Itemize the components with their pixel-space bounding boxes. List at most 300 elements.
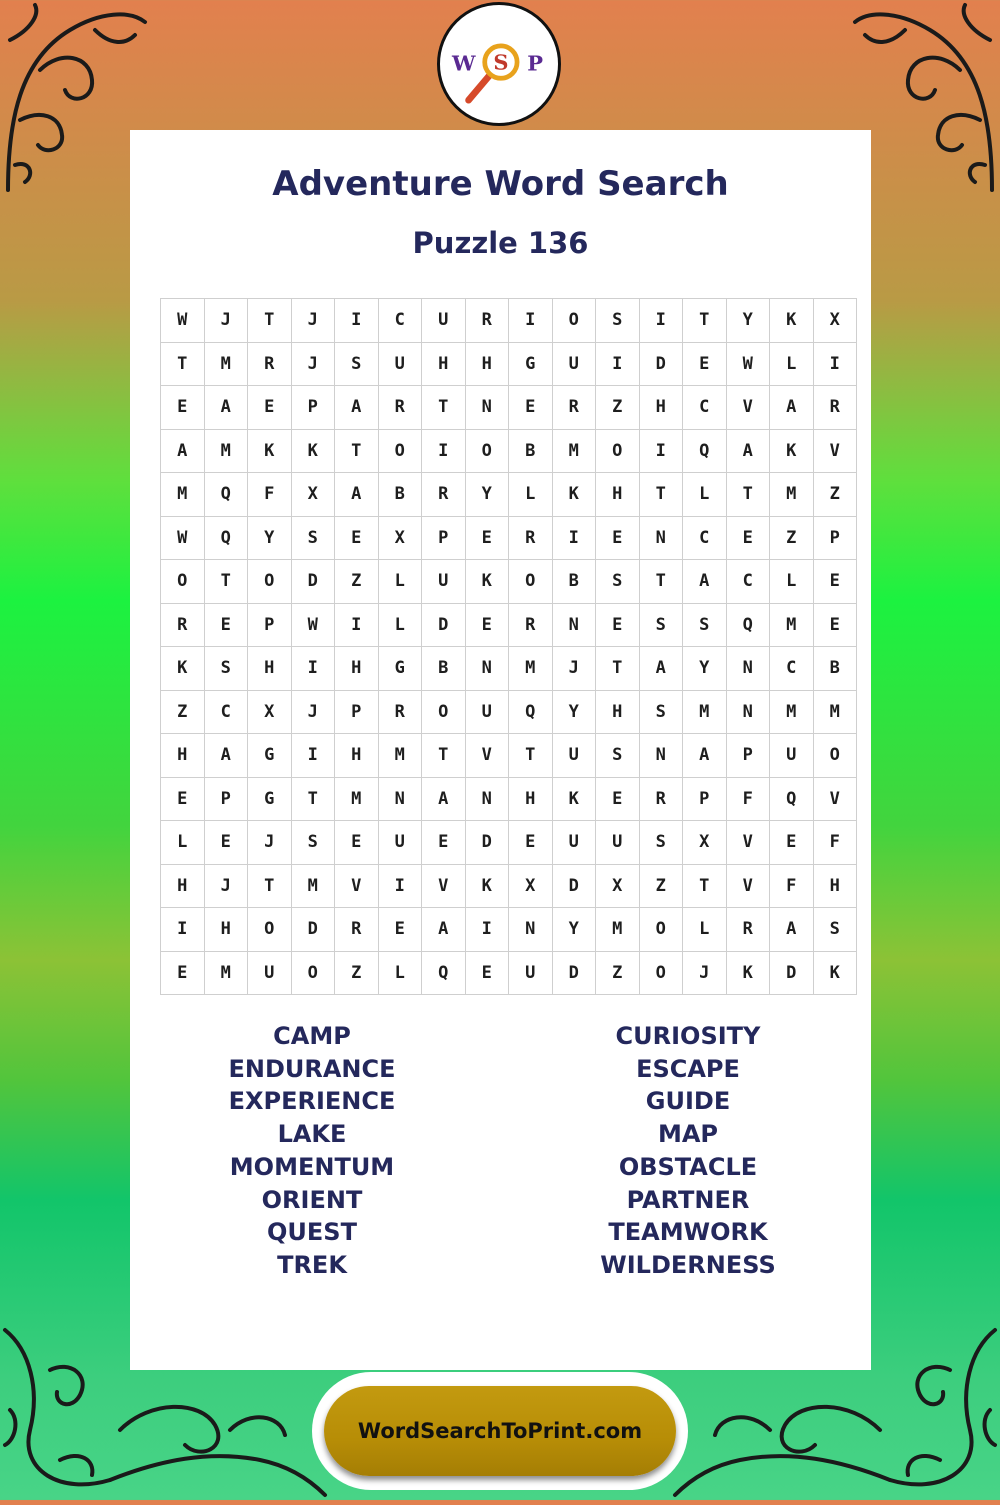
grid-cell[interactable]: M xyxy=(770,690,814,734)
grid-cell[interactable]: E xyxy=(596,777,640,821)
grid-cell[interactable]: M xyxy=(291,864,335,908)
grid-row xyxy=(161,777,857,821)
grid-cell[interactable]: Y xyxy=(465,473,509,517)
grid-cell[interactable]: T xyxy=(596,647,640,691)
grid-cell[interactable]: S xyxy=(291,821,335,865)
grid-cell[interactable]: S xyxy=(639,603,683,647)
grid-cell[interactable]: U xyxy=(378,342,422,386)
grid-cell[interactable]: R xyxy=(726,908,770,952)
grid-row xyxy=(161,908,857,952)
grid-cell[interactable]: J xyxy=(204,864,248,908)
grid-cell[interactable]: E xyxy=(596,603,640,647)
grid-cell[interactable]: O xyxy=(813,734,857,778)
grid-cell[interactable]: B xyxy=(509,429,553,473)
grid-cell[interactable]: X xyxy=(813,299,857,343)
grid-cell[interactable]: V xyxy=(726,386,770,430)
grid-cell[interactable]: T xyxy=(335,429,379,473)
grid-cell[interactable]: D xyxy=(422,603,466,647)
grid-cell[interactable]: L xyxy=(683,908,727,952)
word-item: ENDURANCE xyxy=(228,1054,396,1083)
grid-cell[interactable]: M xyxy=(770,603,814,647)
grid-cell[interactable]: G xyxy=(378,647,422,691)
word-item: LAKE xyxy=(277,1120,347,1149)
grid-cell[interactable]: X xyxy=(509,864,553,908)
grid-cell[interactable]: D xyxy=(291,908,335,952)
grid-cell[interactable]: V xyxy=(813,777,857,821)
grid-cell[interactable]: S xyxy=(291,516,335,560)
grid-cell[interactable]: Z xyxy=(770,516,814,560)
grid-cell[interactable]: P xyxy=(291,386,335,430)
grid-cell[interactable]: C xyxy=(683,516,727,560)
grid-cell[interactable]: T xyxy=(204,560,248,604)
grid-cell[interactable]: U xyxy=(552,734,596,778)
grid-cell[interactable]: V xyxy=(813,429,857,473)
grid-cell[interactable]: Q xyxy=(683,429,727,473)
grid-cell[interactable]: U xyxy=(770,734,814,778)
grid-cell[interactable]: M xyxy=(335,777,379,821)
grid-cell[interactable]: X xyxy=(248,690,292,734)
grid-cell[interactable]: D xyxy=(465,821,509,865)
grid-cell[interactable]: H xyxy=(509,777,553,821)
grid-cell[interactable]: D xyxy=(552,864,596,908)
puzzle-sheet xyxy=(130,130,871,1370)
grid-cell[interactable]: O xyxy=(248,560,292,604)
grid-cell[interactable]: F xyxy=(726,777,770,821)
grid-cell[interactable]: Q xyxy=(770,777,814,821)
grid-cell[interactable]: F xyxy=(770,864,814,908)
grid-cell[interactable]: Z xyxy=(335,560,379,604)
word-item: ORIENT xyxy=(261,1185,363,1214)
grid-cell[interactable]: E xyxy=(509,386,553,430)
grid-cell[interactable]: T xyxy=(422,386,466,430)
grid-cell[interactable]: O xyxy=(161,560,205,604)
grid-cell[interactable]: L xyxy=(161,821,205,865)
grid-cell[interactable]: L xyxy=(770,560,814,604)
grid-cell[interactable]: Z xyxy=(596,951,640,995)
grid-cell[interactable]: Z xyxy=(161,690,205,734)
grid-cell[interactable]: W xyxy=(161,299,205,343)
grid-cell[interactable]: Q xyxy=(509,690,553,734)
grid-cell[interactable]: C xyxy=(683,386,727,430)
grid-cell[interactable]: V xyxy=(726,821,770,865)
grid-cell[interactable]: J xyxy=(248,821,292,865)
grid-cell[interactable]: X xyxy=(291,473,335,517)
grid-cell[interactable]: J xyxy=(291,690,335,734)
grid-cell[interactable]: O xyxy=(509,560,553,604)
grid-cell[interactable]: E xyxy=(596,516,640,560)
word-item: GUIDE xyxy=(645,1087,731,1116)
word-item: CURIOSITY xyxy=(615,1022,761,1050)
grid-cell[interactable]: H xyxy=(335,647,379,691)
grid-cell[interactable]: S xyxy=(596,560,640,604)
grid-cell[interactable]: M xyxy=(552,429,596,473)
grid-cell[interactable]: N xyxy=(465,647,509,691)
grid-cell[interactable]: I xyxy=(639,429,683,473)
grid-cell[interactable]: L xyxy=(378,603,422,647)
corner-ornament-top-right xyxy=(850,0,1000,200)
grid-cell[interactable]: T xyxy=(726,473,770,517)
puzzle-number: Puzzle 136 xyxy=(412,226,589,260)
grid-cell[interactable]: E xyxy=(770,821,814,865)
grid-cell[interactable]: H xyxy=(161,864,205,908)
grid-cell[interactable]: T xyxy=(248,864,292,908)
grid-cell[interactable]: K xyxy=(552,777,596,821)
grid-cell[interactable]: W xyxy=(291,603,335,647)
grid-cell[interactable]: T xyxy=(161,342,205,386)
grid-cell[interactable]: I xyxy=(552,516,596,560)
grid-cell[interactable]: N xyxy=(726,690,770,734)
grid-cell[interactable]: B xyxy=(422,647,466,691)
grid-cell[interactable]: I xyxy=(335,299,379,343)
grid-cell[interactable]: Z xyxy=(639,864,683,908)
grid-cell[interactable]: C xyxy=(378,299,422,343)
grid-row xyxy=(161,821,857,865)
grid-cell[interactable]: I xyxy=(335,603,379,647)
grid-cell[interactable]: N xyxy=(378,777,422,821)
grid-cell[interactable]: D xyxy=(639,342,683,386)
grid-cell[interactable]: T xyxy=(422,734,466,778)
grid-cell[interactable]: Q xyxy=(422,951,466,995)
grid-cell[interactable]: P xyxy=(422,516,466,560)
grid-cell[interactable]: T xyxy=(683,864,727,908)
grid-cell[interactable]: S xyxy=(639,821,683,865)
grid-cell[interactable]: R xyxy=(509,516,553,560)
grid-cell[interactable]: E xyxy=(248,386,292,430)
grid-cell[interactable]: G xyxy=(248,734,292,778)
grid-cell[interactable]: I xyxy=(509,299,553,343)
grid-row xyxy=(161,429,857,473)
grid-cell[interactable]: F xyxy=(248,473,292,517)
grid-cell[interactable]: C xyxy=(204,690,248,734)
grid-cell[interactable]: U xyxy=(552,821,596,865)
grid-cell[interactable]: H xyxy=(639,386,683,430)
grid-cell[interactable]: I xyxy=(378,864,422,908)
grid-cell[interactable]: R xyxy=(465,299,509,343)
grid-cell[interactable]: O xyxy=(378,429,422,473)
grid-cell[interactable]: S xyxy=(683,603,727,647)
grid-cell[interactable]: S xyxy=(596,299,640,343)
grid-cell[interactable]: A xyxy=(422,908,466,952)
grid-cell[interactable]: A xyxy=(161,429,205,473)
grid-cell[interactable]: F xyxy=(813,821,857,865)
grid-cell[interactable]: X xyxy=(596,864,640,908)
grid-cell[interactable]: I xyxy=(465,908,509,952)
grid-cell[interactable]: D xyxy=(291,560,335,604)
grid-cell[interactable]: R xyxy=(509,603,553,647)
grid-cell[interactable]: L xyxy=(378,560,422,604)
grid-cell[interactable]: V xyxy=(422,864,466,908)
grid-cell[interactable]: V xyxy=(726,864,770,908)
grid-cell[interactable]: G xyxy=(509,342,553,386)
grid-cell[interactable]: M xyxy=(683,690,727,734)
grid-cell[interactable]: H xyxy=(596,473,640,517)
grid-cell[interactable]: N xyxy=(726,647,770,691)
grid-cell[interactable]: H xyxy=(813,864,857,908)
grid-cell[interactable]: R xyxy=(248,342,292,386)
grid-cell[interactable]: E xyxy=(813,603,857,647)
site-badge xyxy=(312,1372,688,1490)
grid-cell[interactable]: K xyxy=(726,951,770,995)
site-link[interactable]: WordSearchToPrint.com xyxy=(357,1419,643,1443)
grid-cell[interactable]: E xyxy=(378,908,422,952)
grid-cell[interactable]: O xyxy=(639,908,683,952)
grid-cell[interactable]: D xyxy=(552,951,596,995)
corner-ornament-top-left xyxy=(0,0,150,200)
grid-cell[interactable]: K xyxy=(465,560,509,604)
word-item: CAMP xyxy=(273,1022,351,1050)
grid-cell[interactable]: H xyxy=(422,342,466,386)
word-item: MAP xyxy=(657,1120,719,1149)
grid-row xyxy=(161,342,857,386)
grid-cell[interactable]: M xyxy=(161,473,205,517)
grid-cell[interactable]: W xyxy=(161,516,205,560)
grid-cell[interactable]: Q xyxy=(204,516,248,560)
grid-cell[interactable]: A xyxy=(422,777,466,821)
grid-cell[interactable]: M xyxy=(204,951,248,995)
grid-cell[interactable]: J xyxy=(552,647,596,691)
grid-cell[interactable]: H xyxy=(204,908,248,952)
grid-cell[interactable]: L xyxy=(378,951,422,995)
grid-cell[interactable]: M xyxy=(813,690,857,734)
grid-cell[interactable]: X xyxy=(683,821,727,865)
grid-row xyxy=(161,386,857,430)
grid-row xyxy=(161,603,857,647)
grid-cell[interactable]: O xyxy=(552,299,596,343)
grid-cell[interactable]: K xyxy=(813,951,857,995)
grid-cell[interactable]: S xyxy=(204,647,248,691)
grid-cell[interactable]: E xyxy=(161,951,205,995)
grid-cell[interactable]: I xyxy=(291,734,335,778)
grid-cell[interactable]: O xyxy=(639,951,683,995)
grid-cell[interactable]: M xyxy=(596,908,640,952)
grid-row xyxy=(161,690,857,734)
grid-cell[interactable]: K xyxy=(552,473,596,517)
grid-cell[interactable]: H xyxy=(248,647,292,691)
grid-cell[interactable]: B xyxy=(813,647,857,691)
grid-cell[interactable]: P xyxy=(204,777,248,821)
grid-cell[interactable]: S xyxy=(596,734,640,778)
grid-cell[interactable]: K xyxy=(770,429,814,473)
grid-cell[interactable]: R xyxy=(813,386,857,430)
grid-cell[interactable]: R xyxy=(161,603,205,647)
grid-cell[interactable]: W xyxy=(726,342,770,386)
grid-cell[interactable]: Q xyxy=(204,473,248,517)
grid-cell[interactable]: T xyxy=(291,777,335,821)
grid-cell[interactable]: H xyxy=(465,342,509,386)
grid-cell[interactable]: A xyxy=(770,908,814,952)
grid-cell[interactable]: A xyxy=(204,386,248,430)
grid-cell[interactable]: E xyxy=(161,777,205,821)
grid-cell[interactable]: O xyxy=(248,908,292,952)
grid-cell[interactable]: U xyxy=(422,299,466,343)
grid-cell[interactable]: T xyxy=(248,299,292,343)
grid-cell[interactable]: I xyxy=(422,429,466,473)
grid-cell[interactable]: N xyxy=(552,603,596,647)
grid-cell[interactable]: K xyxy=(248,429,292,473)
grid-cell[interactable]: R xyxy=(552,386,596,430)
word-item: PARTNER xyxy=(626,1185,750,1214)
grid-cell[interactable]: T xyxy=(509,734,553,778)
grid-cell[interactable]: R xyxy=(639,777,683,821)
word-item: TEAMWORK xyxy=(608,1218,768,1247)
logo-letter-w: W xyxy=(452,50,476,76)
grid-cell[interactable]: Y xyxy=(726,299,770,343)
grid-cell[interactable]: Z xyxy=(813,473,857,517)
grid-cell[interactable]: E xyxy=(204,603,248,647)
grid-cell[interactable]: J xyxy=(204,299,248,343)
grid-cell[interactable]: I xyxy=(291,647,335,691)
grid-cell[interactable]: U xyxy=(378,821,422,865)
grid-row xyxy=(161,560,857,604)
grid-cell[interactable]: B xyxy=(552,560,596,604)
grid-cell[interactable]: O xyxy=(596,429,640,473)
grid-cell[interactable]: N xyxy=(509,908,553,952)
grid-cell[interactable]: Y xyxy=(683,647,727,691)
grid-cell[interactable]: P xyxy=(248,603,292,647)
grid-cell[interactable]: K xyxy=(161,647,205,691)
grid-cell[interactable]: I xyxy=(813,342,857,386)
grid-cell[interactable]: R xyxy=(378,690,422,734)
grid-cell[interactable]: T xyxy=(683,299,727,343)
grid-row xyxy=(161,864,857,908)
grid-cell[interactable]: E xyxy=(813,560,857,604)
grid-cell[interactable]: K xyxy=(291,429,335,473)
grid-cell[interactable]: N xyxy=(465,777,509,821)
grid-cell[interactable]: A xyxy=(335,386,379,430)
grid-cell[interactable]: V xyxy=(335,864,379,908)
grid-cell[interactable]: U xyxy=(422,560,466,604)
grid-cell[interactable]: O xyxy=(465,429,509,473)
grid-cell[interactable]: H xyxy=(335,734,379,778)
grid-cell[interactable]: Y xyxy=(248,516,292,560)
grid-cell[interactable]: E xyxy=(422,821,466,865)
grid-cell[interactable]: M xyxy=(770,473,814,517)
word-item: TREK xyxy=(277,1250,347,1279)
grid-cell[interactable]: Z xyxy=(596,386,640,430)
grid-cell[interactable]: U xyxy=(552,342,596,386)
word-item: ESCAPE xyxy=(636,1054,740,1083)
grid-row xyxy=(161,647,857,691)
grid-cell[interactable]: X xyxy=(378,516,422,560)
word-item: WILDERNESS xyxy=(600,1250,776,1279)
word-list-left xyxy=(162,1020,462,1282)
grid-cell[interactable]: Y xyxy=(552,908,596,952)
grid-cell[interactable]: J xyxy=(291,299,335,343)
grid-cell[interactable]: M xyxy=(204,429,248,473)
grid-cell[interactable]: I xyxy=(639,299,683,343)
grid-cell[interactable]: U xyxy=(596,821,640,865)
grid-cell[interactable]: B xyxy=(378,473,422,517)
grid-cell[interactable]: R xyxy=(335,908,379,952)
word-item: OBSTACLE xyxy=(618,1152,758,1181)
grid-cell[interactable]: K xyxy=(770,299,814,343)
letter-grid xyxy=(160,298,857,995)
grid-cell[interactable]: V xyxy=(465,734,509,778)
grid-cell[interactable]: P xyxy=(813,516,857,560)
grid-cell[interactable]: L xyxy=(770,342,814,386)
site-button[interactable] xyxy=(324,1386,676,1476)
word-item: MOMENTUM xyxy=(229,1152,395,1181)
grid-cell[interactable]: A xyxy=(726,429,770,473)
grid-cell[interactable]: M xyxy=(204,342,248,386)
grid-row xyxy=(161,951,857,995)
grid-row xyxy=(161,734,857,778)
grid-cell[interactable]: E xyxy=(465,516,509,560)
grid-cell[interactable]: S xyxy=(335,342,379,386)
word-list-right xyxy=(538,1020,838,1282)
grid-cell[interactable]: E xyxy=(726,516,770,560)
grid-cell[interactable]: E xyxy=(465,603,509,647)
grid-cell[interactable]: H xyxy=(161,734,205,778)
grid-cell[interactable]: E xyxy=(509,821,553,865)
grid-cell[interactable]: Q xyxy=(726,603,770,647)
grid-cell[interactable]: P xyxy=(335,690,379,734)
grid-cell[interactable]: E xyxy=(683,342,727,386)
grid-cell[interactable]: J xyxy=(683,951,727,995)
grid-cell[interactable]: U xyxy=(509,951,553,995)
grid-cell[interactable]: J xyxy=(291,342,335,386)
grid-cell[interactable]: R xyxy=(422,473,466,517)
grid-cell[interactable]: U xyxy=(465,690,509,734)
grid-cell[interactable]: O xyxy=(422,690,466,734)
grid-cell[interactable]: K xyxy=(465,864,509,908)
grid-cell[interactable]: A xyxy=(683,560,727,604)
grid-cell[interactable]: C xyxy=(770,647,814,691)
grid-cell[interactable]: E xyxy=(335,821,379,865)
grid-cell[interactable]: L xyxy=(683,473,727,517)
grid-cell[interactable]: A xyxy=(204,734,248,778)
grid-cell[interactable]: S xyxy=(639,690,683,734)
grid-cell[interactable]: E xyxy=(335,516,379,560)
grid-cell[interactable]: N xyxy=(465,386,509,430)
grid-cell[interactable]: N xyxy=(639,734,683,778)
grid-cell[interactable]: A xyxy=(335,473,379,517)
grid-cell[interactable]: S xyxy=(813,908,857,952)
grid-cell[interactable]: I xyxy=(596,342,640,386)
grid-cell[interactable]: M xyxy=(378,734,422,778)
grid-cell[interactable]: N xyxy=(639,516,683,560)
grid-cell[interactable]: A xyxy=(683,734,727,778)
grid-cell[interactable]: A xyxy=(639,647,683,691)
logo-letter-s: S xyxy=(493,49,509,75)
grid-cell[interactable]: H xyxy=(596,690,640,734)
grid-cell[interactable]: U xyxy=(248,951,292,995)
grid-cell[interactable]: T xyxy=(639,560,683,604)
grid-row xyxy=(161,473,857,517)
grid-cell[interactable]: I xyxy=(161,908,205,952)
grid-row xyxy=(161,299,857,343)
grid-cell[interactable]: M xyxy=(509,647,553,691)
grid-cell[interactable]: D xyxy=(770,951,814,995)
grid-cell[interactable]: T xyxy=(639,473,683,517)
grid-cell[interactable]: E xyxy=(465,951,509,995)
grid-cell[interactable]: L xyxy=(509,473,553,517)
grid-cell[interactable]: A xyxy=(770,386,814,430)
grid-cell[interactable]: E xyxy=(204,821,248,865)
logo-letter-p: P xyxy=(527,50,544,76)
grid-cell[interactable]: E xyxy=(161,386,205,430)
grid-cell[interactable]: Z xyxy=(335,951,379,995)
grid-cell[interactable]: Y xyxy=(552,690,596,734)
grid-cell[interactable]: G xyxy=(248,777,292,821)
grid-cell[interactable]: P xyxy=(726,734,770,778)
word-item: EXPERIENCE xyxy=(228,1087,396,1116)
grid-cell[interactable]: P xyxy=(683,777,727,821)
grid-cell[interactable]: O xyxy=(291,951,335,995)
wsp-logo xyxy=(437,2,561,126)
grid-cell[interactable]: R xyxy=(378,386,422,430)
grid-cell[interactable]: C xyxy=(726,560,770,604)
